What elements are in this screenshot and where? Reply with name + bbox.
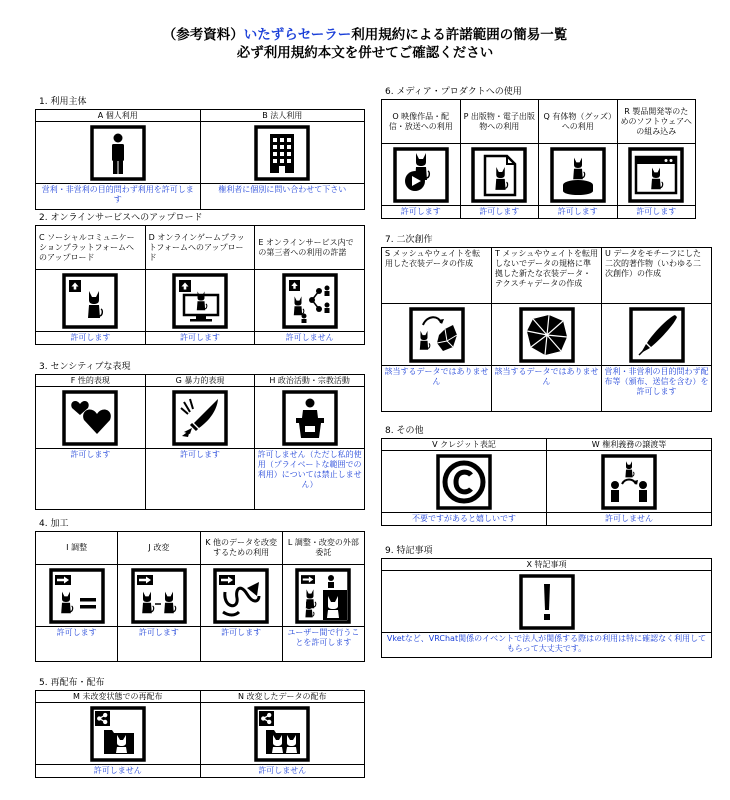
item-result: 許可します — [179, 450, 220, 459]
item-label: I 調整 — [36, 532, 117, 565]
item-result: 不要ですがあると嬉しいです — [412, 514, 516, 523]
item-label: L 調整・改変の外部委託 — [283, 532, 364, 565]
publication-icon — [471, 147, 527, 203]
knife-icon — [172, 390, 228, 446]
item-result: 許可します — [138, 628, 179, 637]
item-result: Vketなど、VRChat関係のイベントで法人が関係する際はの利用は特に確認なく利用してもらって大丈夫です。 — [386, 634, 707, 653]
pen-icon — [629, 307, 685, 363]
item-label: O 映像作品・配信・放送への利用 — [382, 100, 460, 144]
item-result: 許可します — [557, 207, 598, 216]
section-heading: 1. 利用主体 — [35, 97, 365, 110]
item-secondary-creation — [602, 248, 712, 412]
item-result: 該当するデータではありません — [384, 367, 489, 386]
fabric-icon — [519, 307, 575, 363]
item-outsourcing — [283, 532, 365, 662]
item-result: 許可します — [70, 450, 111, 459]
item-result: 許可します — [479, 207, 520, 216]
item-label: W 権利義務の譲渡等 — [547, 439, 711, 451]
section-heading: 5. 再配布・配布 — [35, 678, 365, 691]
title-notice: 必ず利用規約本文を併せてご確認ください — [236, 45, 494, 61]
section-heading: 2. オンラインサービスへのアップロード — [35, 213, 365, 226]
item-result: 許可します — [56, 628, 97, 637]
item-credit-notation — [382, 439, 547, 526]
item-result: 許可します — [70, 333, 111, 342]
item-personal-use — [36, 110, 201, 210]
goods-icon — [550, 147, 606, 203]
page-title — [0, 26, 730, 62]
item-label: V クレジット表記 — [382, 439, 546, 451]
item-label: K 他のデータを改変するための利用 — [201, 532, 282, 565]
item-label: N 改変したデータの配布 — [201, 691, 365, 703]
item-mesh-transfer-outfit — [382, 248, 492, 412]
software-window-icon — [628, 147, 684, 203]
item-result: 許可しません — [285, 333, 334, 342]
item-rights-transfer — [547, 439, 712, 526]
item-corporate-use — [201, 110, 366, 210]
item-result: 許可しません — [605, 514, 653, 523]
outsource-icon — [295, 568, 351, 624]
item-label: A 個人利用 — [36, 110, 200, 122]
video-icon — [393, 147, 449, 203]
item-new-outfit-texture — [492, 248, 602, 412]
item-label: S メッシュやウェイトを転用した衣装データの作成 — [382, 248, 491, 304]
title-product-name: いたずらセーラー — [243, 27, 352, 43]
upload-game-icon — [172, 273, 228, 329]
modify-icon — [131, 568, 187, 624]
item-modification — [118, 532, 200, 662]
section-processing — [35, 519, 365, 662]
item-violent-expression — [146, 375, 256, 510]
podium-icon — [282, 390, 338, 446]
redistribute-icon — [90, 706, 146, 762]
upload-social-icon — [62, 273, 118, 329]
section-redistribution — [35, 678, 365, 778]
mesh-transfer-icon — [409, 307, 465, 363]
item-modified-distribution — [201, 691, 366, 778]
item-result: 権利者に個別に問い合わせて下さい — [218, 185, 347, 194]
item-label: B 法人利用 — [201, 110, 365, 122]
item-label: Q 有体物（グッズ）への利用 — [539, 100, 617, 144]
adjust-icon — [49, 568, 105, 624]
item-label: X 特記事項 — [382, 559, 711, 571]
item-result: 許可します — [179, 333, 220, 342]
item-result: 許可します — [400, 207, 441, 216]
share-third-party-icon — [282, 273, 338, 329]
section-special-notes — [381, 546, 712, 658]
item-software-embedding — [618, 100, 697, 219]
title-suffix: 利用規約による許諾範囲の簡易一覧 — [351, 27, 568, 43]
item-result: 許可します — [636, 207, 677, 216]
section-online-upload — [35, 213, 365, 345]
item-adjustment — [36, 532, 118, 662]
section-usage-subject — [35, 97, 365, 210]
item-result: 許可します — [221, 628, 262, 637]
item-result: 許可しません — [93, 766, 142, 775]
item-result: 営利・非営利の目的問わず利用を許可します — [41, 185, 194, 204]
section-heading: 3. センシティブな表現 — [35, 362, 365, 375]
item-third-party-license — [255, 226, 365, 345]
item-unmodified-redistribution — [36, 691, 201, 778]
item-result: 営利・非営利の目的問わず配布等（頒布、送信を含む）を許可します — [604, 367, 709, 396]
item-result: ユーザー間で行うことを許可します — [287, 628, 360, 647]
title-prefix: （参考資料） — [162, 27, 244, 43]
section-other — [381, 426, 712, 526]
exclamation-icon — [519, 574, 575, 630]
person-icon — [90, 125, 146, 181]
item-label: J 改変 — [118, 532, 199, 565]
item-result: 該当するデータではありません — [494, 367, 599, 386]
item-label: U データをモチーフにした二次的著作物（いわゆる二次創作）の作成 — [602, 248, 711, 304]
item-social-upload — [36, 226, 146, 345]
item-label: R 製品開発等のためのソフトウェアへの組み込み — [618, 100, 696, 144]
item-label: P 出版物・電子出版物への利用 — [461, 100, 539, 144]
item-political-religious — [255, 375, 365, 510]
distribute-modified-icon — [254, 706, 310, 762]
item-label: G 暴力的表現 — [146, 375, 255, 387]
item-game-upload — [146, 226, 256, 345]
item-label: T メッシュやウェイトを転用しないでデータの規格に準拠した新たな衣装データ・テクスチャデータの作成 — [492, 248, 601, 304]
item-label: C ソーシャルコミュニケーションプラットフォームへのアップロード — [36, 226, 145, 270]
office-building-icon — [254, 125, 310, 181]
item-label: E オンラインサービス内での第三者への利用の許諾 — [255, 226, 364, 270]
item-result: 許可しません（ただし私的使用（プライベートな範囲での利用）については禁止しません） — [257, 450, 362, 489]
ribbon-icon — [213, 568, 269, 624]
section-derivative-works — [381, 235, 712, 412]
section-sensitive-expression — [35, 362, 365, 510]
item-sexual-expression — [36, 375, 146, 510]
item-label: M 未改変状態での再配布 — [36, 691, 200, 703]
copyright-icon — [436, 454, 492, 510]
item-label: D オンラインゲームプラットフォームへのアップロード — [146, 226, 255, 270]
section-media-products — [381, 87, 696, 219]
section-heading: 8. その他 — [381, 426, 712, 439]
item-goods — [539, 100, 618, 219]
section-heading: 4. 加工 — [35, 519, 365, 532]
transfer-rights-icon — [601, 454, 657, 510]
item-publication — [461, 100, 540, 219]
item-result: 許可しません — [258, 766, 307, 775]
section-heading: 9. 特記事項 — [381, 546, 712, 559]
item-special-note — [382, 559, 712, 658]
item-video-broadcast — [382, 100, 461, 219]
item-label: F 性的表現 — [36, 375, 145, 387]
item-use-for-modifying-other — [201, 532, 283, 662]
section-heading: 7. 二次創作 — [381, 235, 712, 248]
hearts-icon — [62, 390, 118, 446]
section-heading: 6. メディア・プロダクトへの使用 — [381, 87, 696, 100]
item-label: H 政治活動・宗教活動 — [255, 375, 364, 387]
